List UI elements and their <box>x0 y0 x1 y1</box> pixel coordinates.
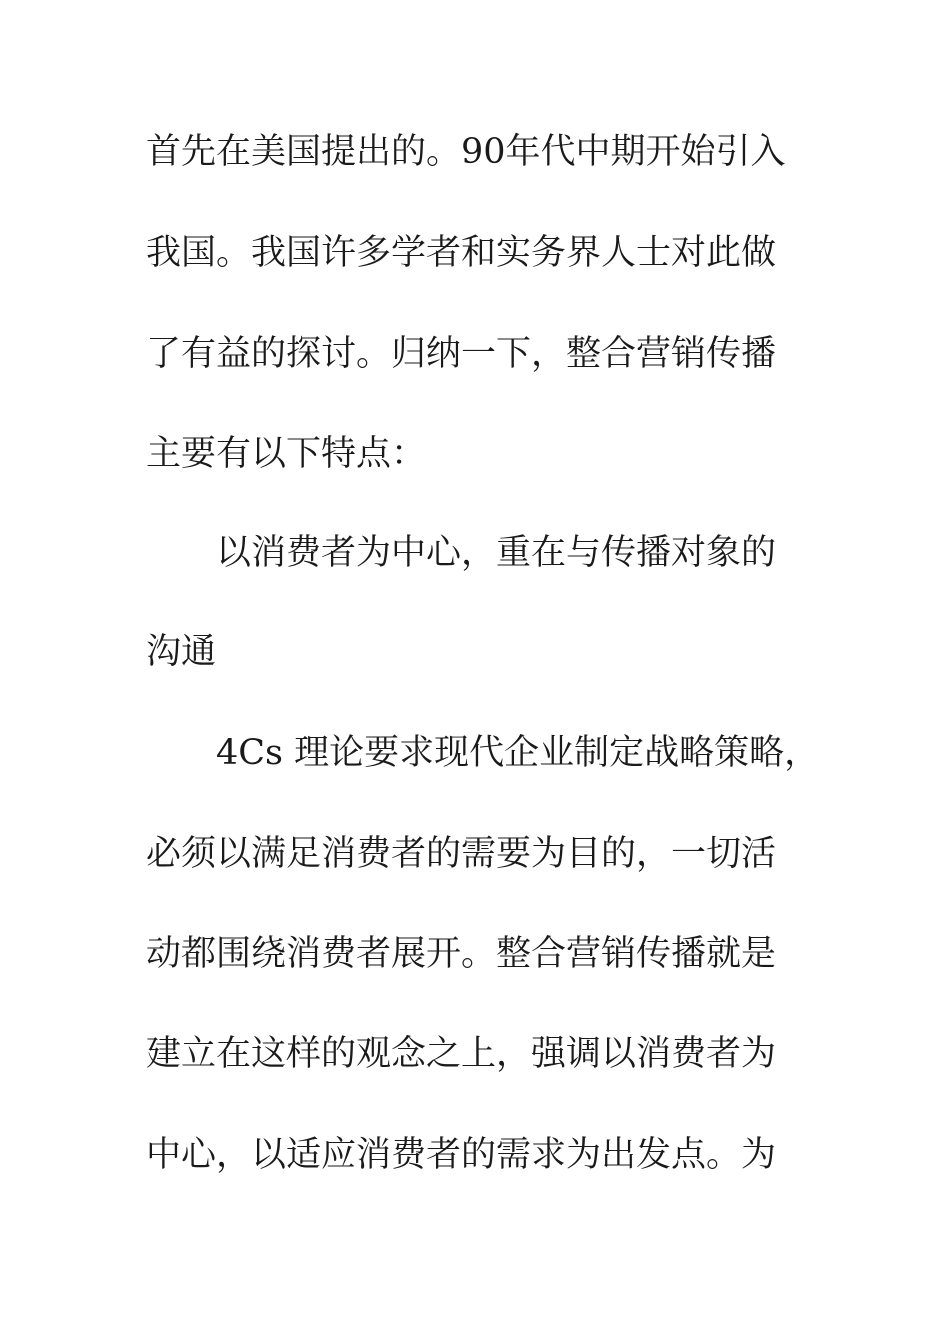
text-line: 4Cs 理论要求现代企业制定战略策略， <box>216 733 820 773</box>
text-line: 主要有以下特点： <box>146 434 427 474</box>
text-line: 必须以满足消费者的需要为目的，一切活 <box>146 834 777 874</box>
paragraph-heading-line: 以消费者为中心，重在与传播对象的 <box>216 533 777 573</box>
paragraph-heading-line: 沟通 <box>146 632 217 672</box>
text-line: 动都围绕消费者展开。整合营销传播就是 <box>146 934 777 974</box>
text-line: 中心，以适应消费者的需求为出发点。为 <box>146 1135 777 1175</box>
text-line: 首先在美国提出的。90年代中期开始引入 <box>146 132 786 172</box>
text-line: 我国。我国许多学者和实务界人士对此做 <box>146 233 777 273</box>
text-line: 建立在这样的观念之上，强调以消费者为 <box>146 1034 777 1074</box>
text-line: 了有益的探讨。归纳一下，整合营销传播 <box>146 334 777 374</box>
